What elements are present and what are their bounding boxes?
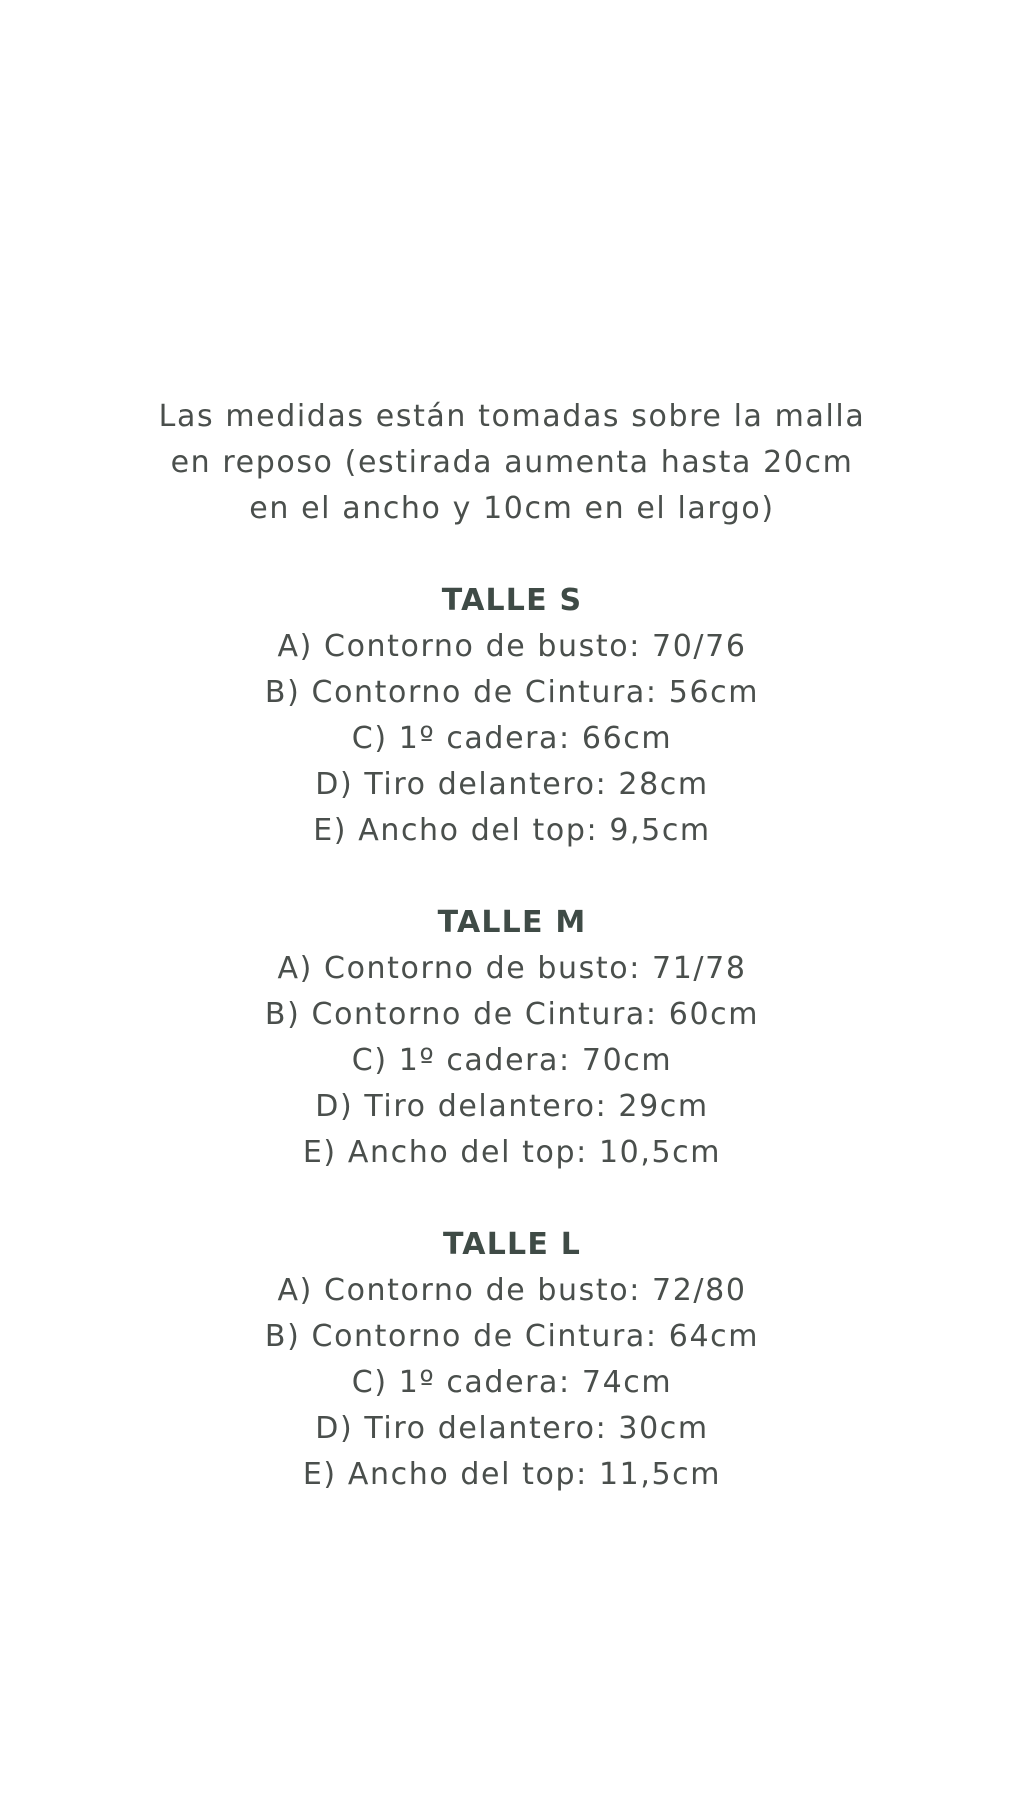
size-m-waist: B) Contorno de Cintura: 60cm xyxy=(264,997,760,1032)
intro-line: en reposo (estirada aumenta hasta 20cm xyxy=(170,445,854,480)
size-l-top-width: E) Ancho del top: 11,5cm xyxy=(302,1457,722,1492)
size-l-waist: B) Contorno de Cintura: 64cm xyxy=(264,1319,760,1354)
size-l-hip: C) 1º cadera: 74cm xyxy=(351,1365,673,1400)
size-l-title: TALLE L xyxy=(442,1227,582,1262)
size-guide xyxy=(0,394,1024,1498)
size-m-title: TALLE M xyxy=(437,905,587,940)
intro-line: en el ancho y 10cm en el largo) xyxy=(249,491,775,526)
size-m-hip: C) 1º cadera: 70cm xyxy=(351,1043,673,1078)
size-s-bust: A) Contorno de busto: 70/76 xyxy=(277,629,747,664)
size-s-block xyxy=(0,578,1024,854)
size-l-block xyxy=(0,1222,1024,1498)
intro-note xyxy=(0,394,1024,532)
size-s-rise: D) Tiro delantero: 28cm xyxy=(315,767,709,802)
size-m-bust: A) Contorno de busto: 71/78 xyxy=(277,951,747,986)
size-s-title: TALLE S xyxy=(441,583,583,618)
size-s-top-width: E) Ancho del top: 9,5cm xyxy=(313,813,711,848)
size-s-hip: C) 1º cadera: 66cm xyxy=(351,721,673,756)
intro-line: Las medidas están tomadas sobre la malla xyxy=(158,399,866,434)
size-m-block xyxy=(0,900,1024,1176)
size-l-bust: A) Contorno de busto: 72/80 xyxy=(277,1273,747,1308)
size-m-top-width: E) Ancho del top: 10,5cm xyxy=(302,1135,722,1170)
size-s-waist: B) Contorno de Cintura: 56cm xyxy=(264,675,760,710)
size-l-rise: D) Tiro delantero: 30cm xyxy=(315,1411,709,1446)
size-m-rise: D) Tiro delantero: 29cm xyxy=(315,1089,709,1124)
